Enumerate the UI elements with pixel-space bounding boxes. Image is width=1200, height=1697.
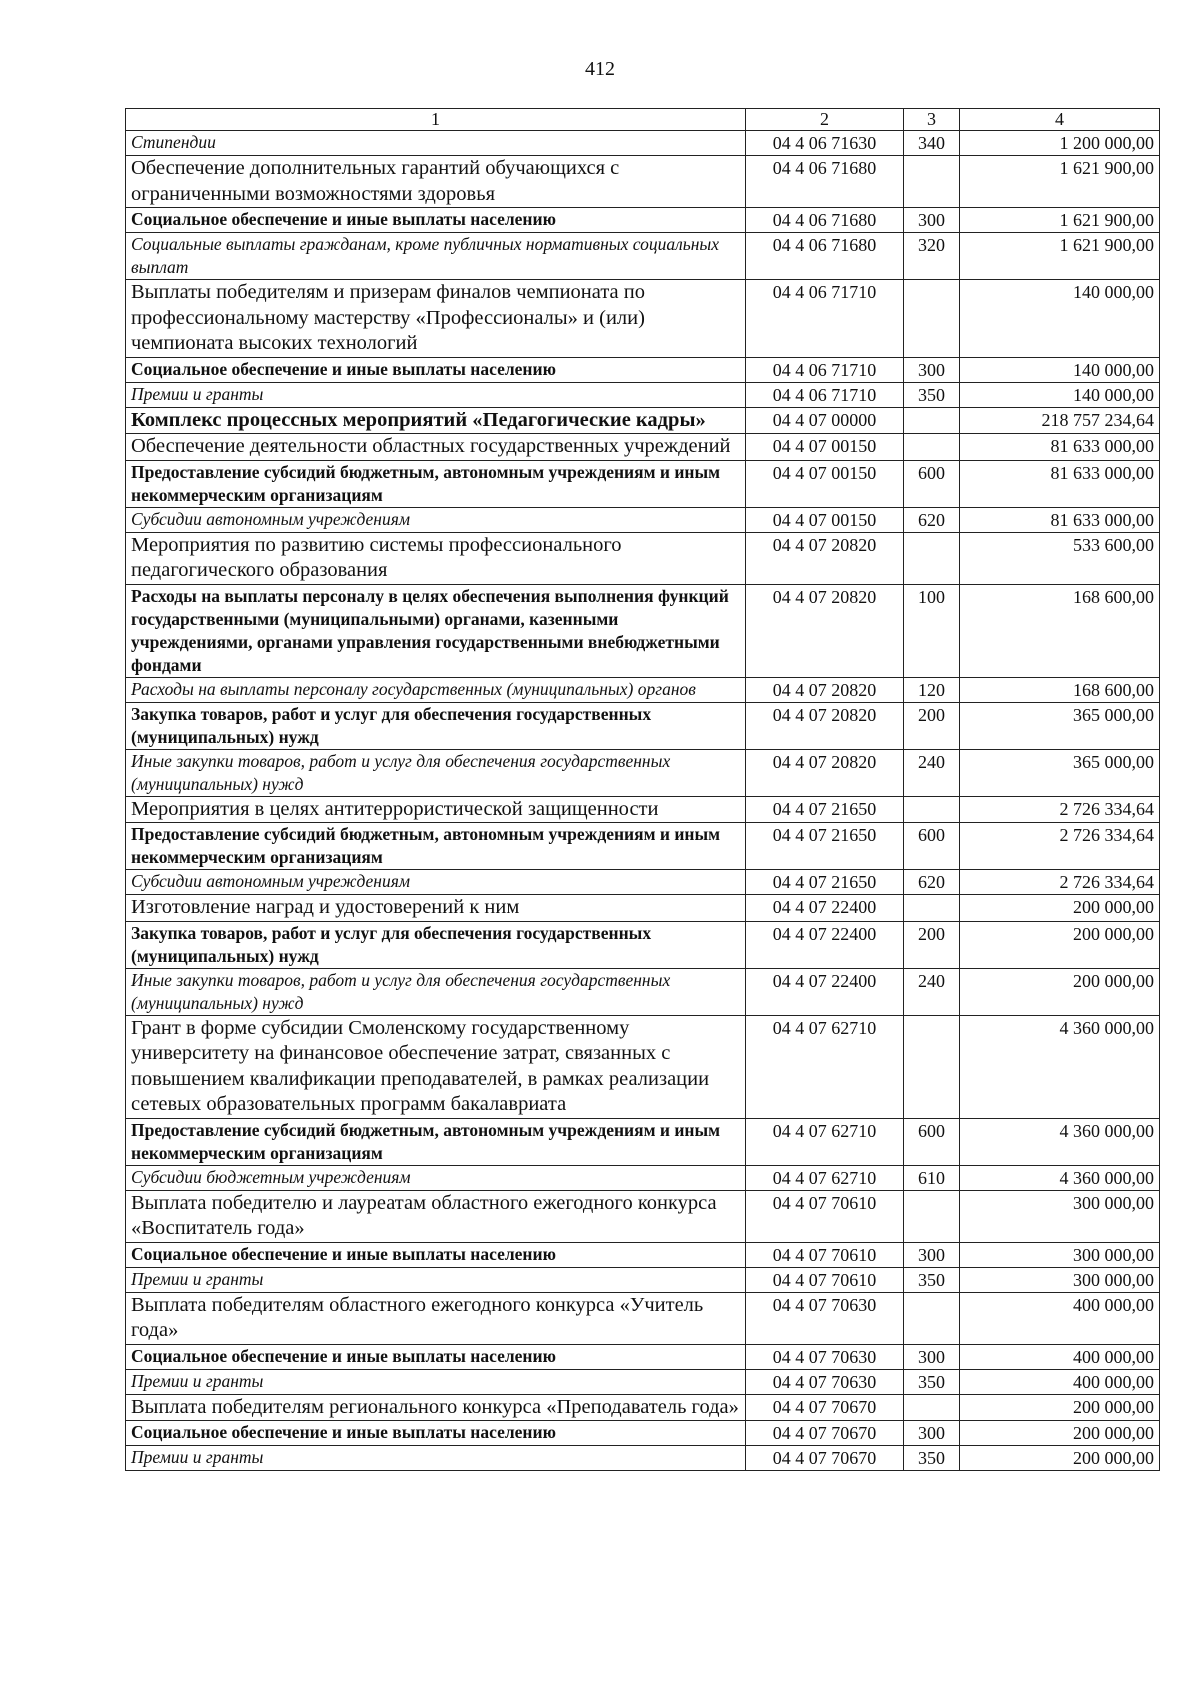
row-code: 04 4 07 70630	[746, 1344, 904, 1369]
row-expense-type: 350	[904, 1369, 960, 1394]
row-amount: 1 621 900,00	[960, 233, 1160, 280]
row-name: Премии и гранты	[126, 1267, 746, 1292]
row-amount: 365 000,00	[960, 749, 1160, 796]
row-name: Выплата победителю и лауреатам областного ежегодного конкурса «Воспитатель года»	[126, 1190, 746, 1242]
row-name: Предоставление субсидий бюджетным, автономным учреждениям и иным некоммерческим организациям	[126, 823, 746, 870]
row-code: 04 4 06 71680	[746, 208, 904, 233]
row-amount: 2 726 334,64	[960, 796, 1160, 823]
row-code: 04 4 07 20820	[746, 584, 904, 677]
row-expense-type	[904, 407, 960, 434]
row-amount: 300 000,00	[960, 1267, 1160, 1292]
row-amount: 81 633 000,00	[960, 434, 1160, 461]
row-amount: 1 621 900,00	[960, 156, 1160, 208]
header-cell-4: 4	[960, 109, 1160, 131]
row-expense-type	[904, 1292, 960, 1344]
table-row	[126, 1292, 1160, 1344]
row-code: 04 4 07 22400	[746, 895, 904, 922]
table-row	[126, 796, 1160, 823]
row-name: Выплата победителям регионального конкурса «Преподаватель года»	[126, 1394, 746, 1421]
table-row	[126, 280, 1160, 358]
table-row	[126, 1242, 1160, 1267]
row-expense-type: 340	[904, 131, 960, 156]
row-code: 04 4 07 22400	[746, 921, 904, 968]
row-amount: 365 000,00	[960, 702, 1160, 749]
row-expense-type: 350	[904, 382, 960, 407]
header-cell-2: 2	[746, 109, 904, 131]
table-row	[126, 532, 1160, 584]
row-amount: 200 000,00	[960, 1446, 1160, 1471]
header-cell-1: 1	[126, 109, 746, 131]
table-row	[126, 1394, 1160, 1421]
row-amount: 1 200 000,00	[960, 131, 1160, 156]
row-expense-type	[904, 1015, 960, 1118]
table-row	[126, 407, 1160, 434]
row-name: Иные закупки товаров, работ и услуг для обеспечения государственных (муниципальных) нужд	[126, 749, 746, 796]
row-amount: 81 633 000,00	[960, 507, 1160, 532]
row-name: Обеспечение дополнительных гарантий обучающихся с ограниченными возможностями здоровья	[126, 156, 746, 208]
row-name: Социальное обеспечение и иные выплаты населению	[126, 208, 746, 233]
table-row	[126, 1165, 1160, 1190]
row-expense-type: 300	[904, 357, 960, 382]
row-code: 04 4 06 71680	[746, 233, 904, 280]
header-row	[126, 109, 1160, 131]
row-name: Изготовление наград и удостоверений к ним	[126, 895, 746, 922]
table-row	[126, 921, 1160, 968]
row-expense-type: 620	[904, 870, 960, 895]
row-name: Обеспечение деятельности областных государственных учреждений	[126, 434, 746, 461]
row-expense-type: 300	[904, 1242, 960, 1267]
table-row	[126, 1421, 1160, 1446]
row-expense-type	[904, 280, 960, 358]
table-row	[126, 702, 1160, 749]
row-name: Социальное обеспечение и иные выплаты населению	[126, 1421, 746, 1446]
table-row	[126, 895, 1160, 922]
row-name: Закупка товаров, работ и услуг для обеспечения государственных (муниципальных) нужд	[126, 702, 746, 749]
row-amount: 2 726 334,64	[960, 823, 1160, 870]
row-amount: 140 000,00	[960, 382, 1160, 407]
row-expense-type	[904, 1190, 960, 1242]
row-name: Субсидии бюджетным учреждениям	[126, 1165, 746, 1190]
row-code: 04 4 07 20820	[746, 677, 904, 702]
row-name: Закупка товаров, работ и услуг для обеспечения государственных (муниципальных) нужд	[126, 921, 746, 968]
row-code: 04 4 07 00150	[746, 460, 904, 507]
row-name: Мероприятия по развитию системы профессионального педагогического образования	[126, 532, 746, 584]
row-expense-type: 350	[904, 1267, 960, 1292]
row-amount: 200 000,00	[960, 1421, 1160, 1446]
row-expense-type: 200	[904, 921, 960, 968]
row-name: Социальное обеспечение и иные выплаты населению	[126, 1242, 746, 1267]
row-name: Выплаты победителям и призерам финалов чемпионата по профессиональному мастерству «Профессионалы» и (или) чемпионата высоких технологий	[126, 280, 746, 358]
table-row	[126, 1369, 1160, 1394]
row-name: Предоставление субсидий бюджетным, автономным учреждениям и иным некоммерческим организациям	[126, 460, 746, 507]
row-expense-type	[904, 796, 960, 823]
table-row	[126, 1118, 1160, 1165]
table-row	[126, 1267, 1160, 1292]
table-row	[126, 749, 1160, 796]
row-name: Иные закупки товаров, работ и услуг для обеспечения государственных (муниципальных) нужд	[126, 968, 746, 1015]
row-amount: 140 000,00	[960, 357, 1160, 382]
row-name: Премии и гранты	[126, 382, 746, 407]
row-expense-type: 350	[904, 1446, 960, 1471]
row-name: Социальное обеспечение и иные выплаты населению	[126, 1344, 746, 1369]
row-name: Комплекс процессных мероприятий «Педагогические кадры»	[126, 407, 746, 434]
row-code: 04 4 07 00000	[746, 407, 904, 434]
table-row	[126, 357, 1160, 382]
row-expense-type: 600	[904, 1118, 960, 1165]
row-code: 04 4 06 71630	[746, 131, 904, 156]
row-amount: 140 000,00	[960, 280, 1160, 358]
row-expense-type: 300	[904, 208, 960, 233]
row-expense-type: 300	[904, 1421, 960, 1446]
row-amount: 168 600,00	[960, 677, 1160, 702]
row-name: Социальное обеспечение и иные выплаты населению	[126, 357, 746, 382]
row-code: 04 4 06 71710	[746, 357, 904, 382]
row-code: 04 4 07 70670	[746, 1446, 904, 1471]
table-row	[126, 382, 1160, 407]
table-row	[126, 823, 1160, 870]
row-expense-type: 240	[904, 968, 960, 1015]
row-name: Субсидии автономным учреждениям	[126, 870, 746, 895]
row-expense-type: 610	[904, 1165, 960, 1190]
row-code: 04 4 07 70610	[746, 1190, 904, 1242]
row-code: 04 4 07 21650	[746, 796, 904, 823]
row-amount: 400 000,00	[960, 1369, 1160, 1394]
row-code: 04 4 07 70670	[746, 1421, 904, 1446]
row-code: 04 4 07 20820	[746, 532, 904, 584]
row-amount: 400 000,00	[960, 1344, 1160, 1369]
row-name: Мероприятия в целях антитеррористической защищенности	[126, 796, 746, 823]
row-code: 04 4 07 20820	[746, 749, 904, 796]
table-row	[126, 434, 1160, 461]
table-row	[126, 1344, 1160, 1369]
row-amount: 4 360 000,00	[960, 1165, 1160, 1190]
table-row	[126, 1446, 1160, 1471]
row-code: 04 4 07 62710	[746, 1118, 904, 1165]
row-amount: 200 000,00	[960, 1394, 1160, 1421]
table-row	[126, 584, 1160, 677]
row-code: 04 4 07 70630	[746, 1369, 904, 1394]
table-row	[126, 1190, 1160, 1242]
row-amount: 4 360 000,00	[960, 1118, 1160, 1165]
row-name: Премии и гранты	[126, 1369, 746, 1394]
row-code: 04 4 07 70610	[746, 1267, 904, 1292]
table-row	[126, 1015, 1160, 1118]
row-code: 04 4 07 21650	[746, 823, 904, 870]
row-code: 04 4 07 20820	[746, 702, 904, 749]
row-amount: 81 633 000,00	[960, 460, 1160, 507]
table-body	[126, 131, 1160, 1471]
row-amount: 400 000,00	[960, 1292, 1160, 1344]
row-name: Субсидии автономным учреждениям	[126, 507, 746, 532]
row-code: 04 4 07 70610	[746, 1242, 904, 1267]
row-code: 04 4 06 71710	[746, 280, 904, 358]
row-expense-type: 100	[904, 584, 960, 677]
row-amount: 4 360 000,00	[960, 1015, 1160, 1118]
row-expense-type: 600	[904, 823, 960, 870]
header-cell-3: 3	[904, 109, 960, 131]
row-expense-type	[904, 895, 960, 922]
row-expense-type: 300	[904, 1344, 960, 1369]
table-row	[126, 507, 1160, 532]
row-expense-type: 240	[904, 749, 960, 796]
row-code: 04 4 07 00150	[746, 434, 904, 461]
row-expense-type: 320	[904, 233, 960, 280]
row-name: Грант в форме субсидии Смоленскому государственному университету на финансовое обеспечение затрат, связанных с повышением квалификации преподавателей, в рамках реализации сетевых образовательных программ бакалавриата	[126, 1015, 746, 1118]
row-amount: 2 726 334,64	[960, 870, 1160, 895]
table-row	[126, 870, 1160, 895]
row-expense-type: 120	[904, 677, 960, 702]
row-amount: 300 000,00	[960, 1242, 1160, 1267]
row-name: Расходы на выплаты персоналу в целях обеспечения выполнения функций государственными (муниципальными) органами, казенными учреждениями, органами управления государственными внебюджетными фондами	[126, 584, 746, 677]
budget-table	[125, 108, 1160, 1471]
row-name: Стипендии	[126, 131, 746, 156]
row-amount: 300 000,00	[960, 1190, 1160, 1242]
table-row	[126, 208, 1160, 233]
row-name: Расходы на выплаты персоналу государственных (муниципальных) органов	[126, 677, 746, 702]
table-row	[126, 677, 1160, 702]
row-amount: 1 621 900,00	[960, 208, 1160, 233]
table-row	[126, 460, 1160, 507]
row-code: 04 4 06 71680	[746, 156, 904, 208]
table-row	[126, 156, 1160, 208]
row-code: 04 4 07 21650	[746, 870, 904, 895]
row-code: 04 4 07 70670	[746, 1394, 904, 1421]
row-name: Выплата победителям областного ежегодного конкурса «Учитель года»	[126, 1292, 746, 1344]
row-name: Предоставление субсидий бюджетным, автономным учреждениям и иным некоммерческим организациям	[126, 1118, 746, 1165]
table-row	[126, 131, 1160, 156]
page-number: 412	[585, 58, 615, 80]
table-row	[126, 968, 1160, 1015]
row-amount: 168 600,00	[960, 584, 1160, 677]
row-code: 04 4 07 62710	[746, 1165, 904, 1190]
row-amount: 200 000,00	[960, 895, 1160, 922]
row-code: 04 4 07 00150	[746, 507, 904, 532]
row-amount: 200 000,00	[960, 968, 1160, 1015]
row-code: 04 4 07 70630	[746, 1292, 904, 1344]
row-expense-type	[904, 434, 960, 461]
row-expense-type	[904, 156, 960, 208]
row-code: 04 4 07 22400	[746, 968, 904, 1015]
row-expense-type: 200	[904, 702, 960, 749]
row-amount: 533 600,00	[960, 532, 1160, 584]
row-code: 04 4 07 62710	[746, 1015, 904, 1118]
row-expense-type	[904, 1394, 960, 1421]
row-amount: 200 000,00	[960, 921, 1160, 968]
row-expense-type: 600	[904, 460, 960, 507]
row-expense-type	[904, 532, 960, 584]
row-name: Социальные выплаты гражданам, кроме публичных нормативных социальных выплат	[126, 233, 746, 280]
row-amount: 218 757 234,64	[960, 407, 1160, 434]
row-name: Премии и гранты	[126, 1446, 746, 1471]
row-expense-type: 620	[904, 507, 960, 532]
row-code: 04 4 06 71710	[746, 382, 904, 407]
table-row	[126, 233, 1160, 280]
